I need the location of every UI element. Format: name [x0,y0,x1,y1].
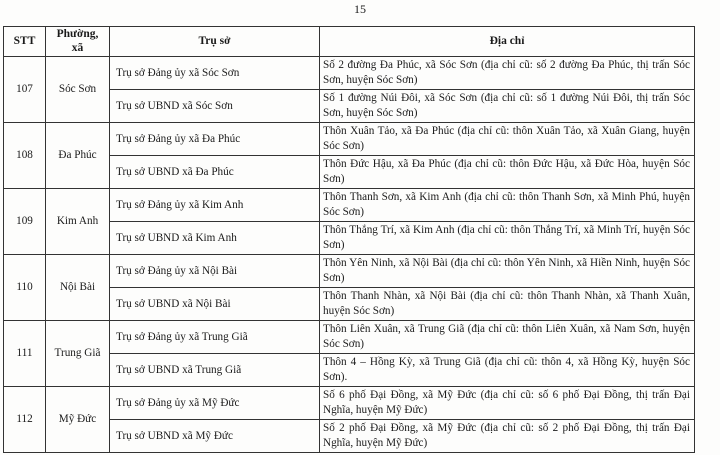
office-address: Số 6 phố Đại Đồng, xã Mỹ Đức (địa chỉ cũ: số 6 phố Đại Đồng, thị trấn Đại Nghĩa, huyện Mỹ Đức) [320,386,695,419]
office-name: Trụ sở UBND xã Trung Giã [110,353,320,386]
row-ward: Nội Bài [46,254,110,320]
office-address: Thôn Đức Hậu, xã Đa Phúc (địa chỉ cũ: thôn Đức Hậu, xã Đức Hòa, huyện Sóc Sơn) [320,155,695,188]
row-ward: Mỹ Đức [46,386,110,452]
office-name: Trụ sở Đảng ủy xã Trung Giã [110,320,320,353]
table-row [4,188,695,221]
table-row [4,254,695,287]
office-address: Thôn Thắng Trí, xã Kim Anh (địa chỉ cũ: thôn Thắng Trí, xã Minh Trí, huyện Sóc Sơn) [320,221,695,254]
office-name: Trụ sở Đảng ủy xã Đa Phúc [110,122,320,155]
table-row [4,320,695,353]
header-address: Địa chỉ [320,27,695,57]
office-name: Trụ sở UBND xã Sóc Sơn [110,89,320,122]
office-address: Thôn Xuân Tảo, xã Đa Phúc (địa chỉ cũ: thôn Xuân Tảo, xã Xuân Giang, huyện Sóc Sơn) [320,122,695,155]
office-address: Thôn Thanh Sơn, xã Kim Anh (địa chỉ cũ: thôn Thanh Sơn, xã Minh Phú, huyện Sóc Sơn) [320,188,695,221]
office-address: Thôn Yên Ninh, xã Nội Bài (địa chỉ cũ: thôn Yên Ninh, xã Hiền Ninh, huyện Sóc Sơn) [320,254,695,287]
row-stt: 110 [4,254,46,320]
row-stt: 112 [4,386,46,452]
office-address: Số 2 đường Đa Phúc, xã Sóc Sơn (địa chỉ cũ: số 2 đường Đa Phúc, thị trấn Sóc Sơn, huyện Sóc Sơn) [320,56,695,89]
office-name: Trụ sở UBND xã Kim Anh [110,221,320,254]
office-name: Trụ sở Đảng ủy xã Nội Bài [110,254,320,287]
office-address: Thôn Thanh Nhàn, xã Nội Bài (địa chỉ cũ: thôn Thanh Nhàn, xã Thanh Xuân, huyện Sóc Sơn) [320,287,695,320]
row-stt: 109 [4,188,46,254]
header-ward: Phường, xã [46,27,110,57]
row-stt: 107 [4,56,46,122]
office-address-table [3,26,695,453]
table-row [4,122,695,155]
table-row [4,386,695,419]
header-stt: STT [4,27,46,57]
row-stt: 111 [4,320,46,386]
table-row [4,56,695,89]
office-name: Trụ sở UBND xã Mỹ Đức [110,419,320,452]
office-name: Trụ sở Đảng ủy xã Sóc Sơn [110,56,320,89]
office-name: Trụ sở Đảng ủy xã Mỹ Đức [110,386,320,419]
row-ward: Kim Anh [46,188,110,254]
header-office: Trụ sở [110,27,320,57]
office-address: Thôn 4 – Hồng Kỳ, xã Trung Giã (địa chỉ cũ: thôn 4, xã Hồng Kỳ, huyện Sóc Sơn). [320,353,695,386]
row-stt: 108 [4,122,46,188]
office-name: Trụ sở Đảng ủy xã Kim Anh [110,188,320,221]
row-ward: Sóc Sơn [46,56,110,122]
page-number: 15 [354,2,366,16]
office-name: Trụ sở UBND xã Đa Phúc [110,155,320,188]
office-address: Thôn Liên Xuân, xã Trung Giã (địa chỉ cũ: thôn Liên Xuân, xã Nam Sơn, huyện Sóc Sơn) [320,320,695,353]
office-name: Trụ sở UBND xã Nội Bài [110,287,320,320]
row-ward: Trung Giã [46,320,110,386]
row-ward: Đa Phúc [46,122,110,188]
table-header-row [4,27,695,57]
office-address: Số 1 đường Núi Đôi, xã Sóc Sơn (địa chỉ cũ: số 1 đường Núi Đôi, thị trấn Sóc Sơn, huyện Sóc Sơn) [320,89,695,122]
office-address: Số 2 phố Đại Đồng, xã Mỹ Đức (địa chỉ cũ: số 2 phố Đại Đồng, thị trấn Đại Nghĩa, huyện Mỹ Đức) [320,419,695,452]
